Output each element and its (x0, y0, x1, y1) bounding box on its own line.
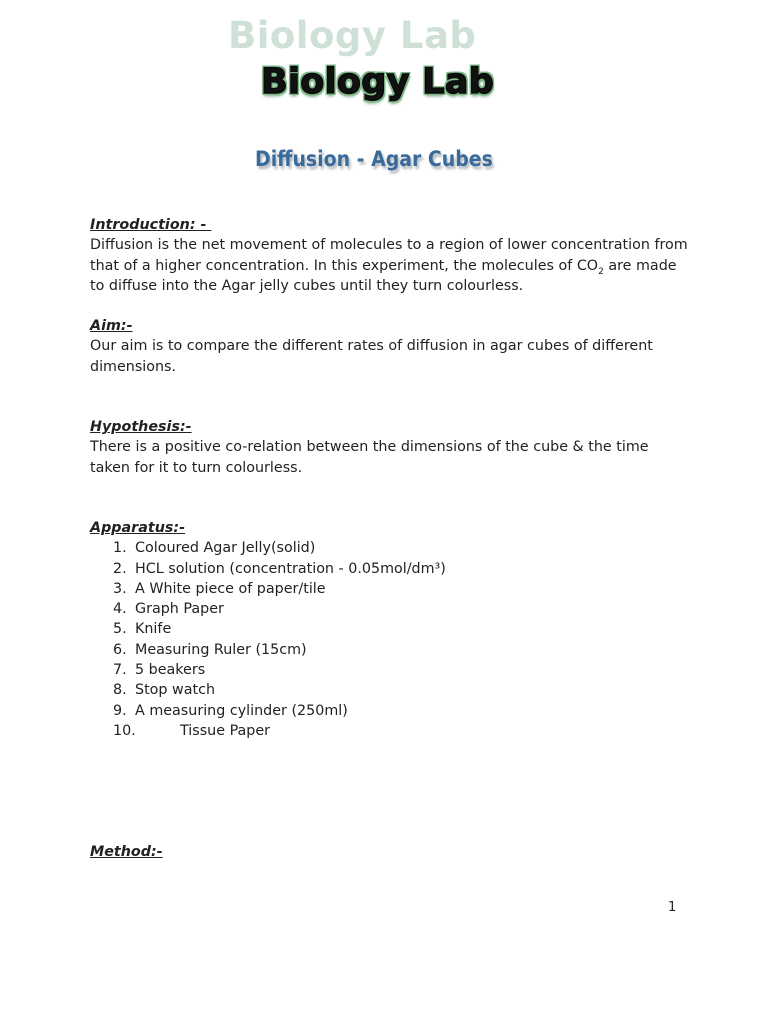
list-item-text: Graph Paper (135, 601, 224, 618)
list-item (90, 721, 690, 741)
list-item-number: 4. (113, 601, 127, 618)
apparatus-heading: Apparatus:- (90, 519, 186, 536)
list-item-text: A White piece of paper/tile (135, 580, 326, 597)
list-item-number: 6. (113, 641, 127, 658)
list-item-number: 2. (113, 560, 127, 577)
list-item-text: Stop watch (135, 682, 216, 699)
list-item (90, 559, 690, 579)
page-number: 1 (668, 900, 677, 915)
hypothesis-heading: Hypothesis:- (90, 419, 192, 436)
list-item-number: 3. (113, 580, 127, 597)
spacer (90, 377, 690, 417)
list-item-text: Measuring Ruler (15cm) (135, 641, 307, 658)
list-item-text: A measuring cylinder (250ml) (135, 702, 348, 719)
co2-subscript: 2 (598, 266, 604, 277)
list-item (90, 701, 690, 721)
list-item-number: 10. (113, 722, 136, 739)
introduction-text-part1: Diffusion is the net movement of molecules to a region of lower concentration from that of a higher concentration. In this experiment, the molecules of CO (90, 237, 688, 274)
introduction-heading: Introduction: - (90, 217, 212, 233)
introduction-text (90, 235, 690, 296)
aim-heading: Aim:- (90, 318, 133, 335)
watermark-title: Biology Lab (228, 14, 477, 57)
introduction-text-part2: are made to diffuse into the Agar jelly cubes until they turn colourless. (90, 257, 677, 294)
list-item-number: 9. (113, 702, 127, 719)
list-item-number: 5. (113, 621, 127, 638)
page-title: Biology Lab (261, 62, 495, 102)
list-item (90, 599, 690, 619)
hypothesis-text: There is a positive co-relation between the dimensions of the cube & the time taken for it to turn colourless. (90, 439, 649, 476)
list-item-number: 8. (113, 682, 127, 699)
list-item-text: Coloured Agar Jelly(solid) (135, 540, 316, 557)
method-heading: Method:- (90, 844, 163, 861)
list-item (90, 640, 690, 660)
list-item (90, 538, 690, 558)
aim-text: Our aim is to compare the different rates of diffusion in agar cubes of different dimensions. (90, 338, 653, 375)
spacer (90, 741, 690, 842)
list-item (90, 619, 690, 639)
list-item-number: 1. (113, 540, 127, 557)
list-item-text: HCL solution (concentration - 0.05mol/dm³) (135, 560, 446, 577)
list-item (90, 680, 690, 700)
list-item-text: Tissue Paper (180, 722, 271, 739)
list-item (90, 579, 690, 599)
list-item (90, 660, 690, 680)
list-item-number: 7. (113, 662, 127, 679)
page-subtitle: Diffusion - Agar Cubes (255, 147, 493, 171)
list-item-text: 5 beakers (135, 662, 206, 679)
list-item-text: Knife (135, 621, 172, 638)
document-body (90, 215, 690, 863)
spacer (90, 478, 690, 518)
apparatus-list (90, 538, 690, 741)
spacer (90, 296, 690, 316)
